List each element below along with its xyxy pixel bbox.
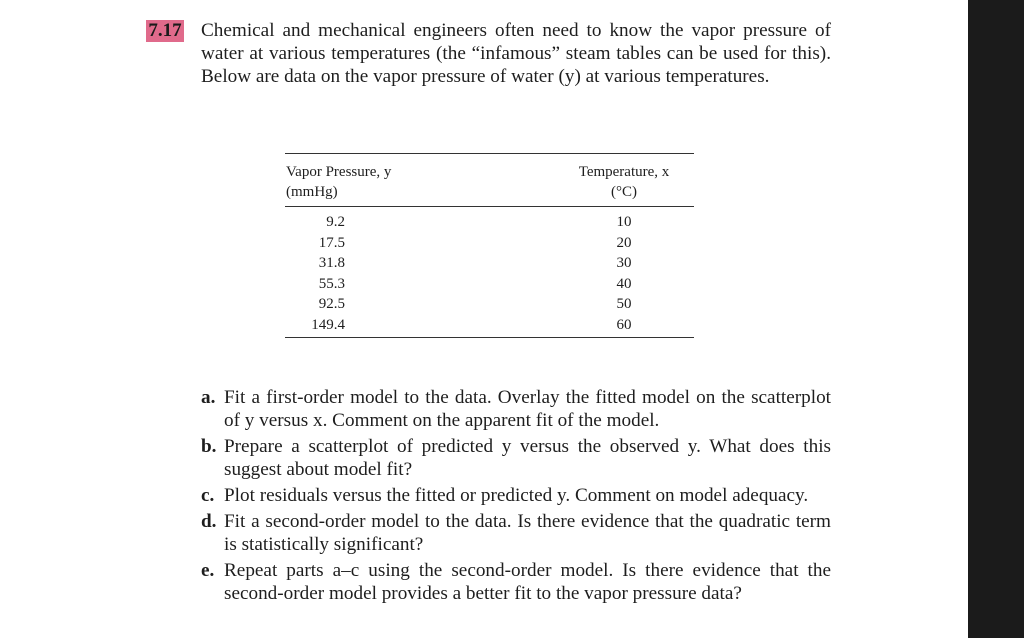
cell-vapor-pressure: 149.4: [311, 316, 345, 333]
part-d: [201, 510, 831, 556]
part-label: a.: [201, 387, 216, 408]
cell-temperature: 50: [616, 296, 632, 312]
table-body: [285, 207, 694, 337]
cell-vapor-pressure: 17.5: [318, 234, 345, 251]
part-label: b.: [201, 436, 217, 457]
table-row: [285, 274, 694, 295]
header-temperature: [554, 162, 694, 202]
part-b: [201, 435, 831, 481]
part-c: [201, 484, 831, 507]
part-text: Prepare a scatterplot of predicted y versus the observed y. What does this suggest about model fit?: [224, 436, 831, 480]
viewer-background: [968, 0, 1024, 638]
table-row: [285, 315, 694, 336]
part-text: Fit a second-order model to the data. Is there evidence that the quadratic term is statistically significant?: [224, 511, 831, 555]
table-header: [285, 154, 694, 207]
part-label: c.: [201, 485, 215, 506]
cell-vapor-pressure: 31.8: [318, 255, 345, 271]
header-vapor-pressure: [285, 162, 486, 202]
part-text: Repeat parts a–c using the second-order model. Is there evidence that the second-order model provides a better fit to the vapor pressure data?: [224, 560, 831, 604]
table-row: [285, 253, 694, 274]
part-e: [201, 559, 831, 605]
cell-temperature: 20: [616, 234, 632, 251]
part-label: e.: [201, 560, 215, 581]
cell-vapor-pressure: 9.2: [326, 214, 345, 230]
cell-temperature: 10: [616, 214, 632, 230]
part-label: d.: [201, 511, 217, 532]
problem-parts-list: [201, 386, 831, 608]
cell-vapor-pressure: 92.5: [318, 296, 345, 312]
problem-intro: Chemical and mechanical engineers often need to know the vapor pressure of water at various temperatures (the “infamous” steam tables can be used for this). Below are data on the vapor pressure of water (y) at various temperatures.: [201, 20, 831, 87]
part-text: Fit a first-order model to the data. Overlay the fitted model on the scatterplot of y versus x. Comment on the apparent fit of the model.: [224, 387, 831, 431]
header-vapor-pressure-line2: (mmHg): [286, 184, 338, 200]
table-row: [285, 233, 694, 254]
cell-temperature: 60: [616, 316, 632, 333]
header-temperature-line1: Temperature, x: [578, 164, 670, 180]
vapor-pressure-table: [285, 153, 694, 338]
table-row: [285, 294, 694, 315]
cell-temperature: 40: [616, 275, 632, 292]
table-row: [285, 212, 694, 233]
header-temperature-line2: (°C): [611, 184, 637, 200]
part-a: [201, 386, 831, 432]
cell-vapor-pressure: 55.3: [318, 275, 345, 292]
cell-temperature: 30: [616, 255, 632, 271]
problem-number-badge: 7.17: [146, 20, 184, 42]
part-text: Plot residuals versus the fitted or predicted y. Comment on model adequacy.: [224, 485, 809, 506]
header-vapor-pressure-line1: Vapor Pressure, y: [286, 164, 392, 180]
